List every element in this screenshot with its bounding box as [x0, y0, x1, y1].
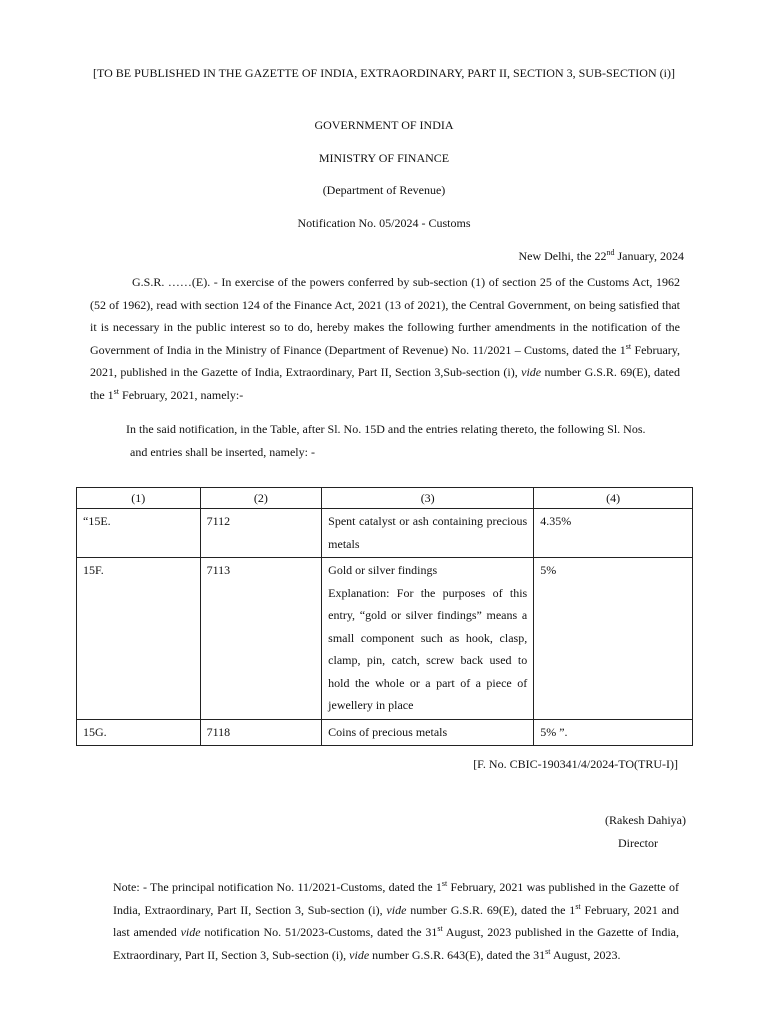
- column-header-3: (3): [322, 488, 534, 509]
- heading-cell: 7112: [200, 509, 322, 558]
- table-row: [77, 558, 693, 720]
- heading-cell: 7118: [200, 719, 322, 746]
- column-header-4: (4): [534, 488, 693, 509]
- amendment-line-2: and entries shall be inserted, namely: -: [130, 444, 315, 459]
- serial-number-cell: “15E.: [77, 509, 201, 558]
- signatory-name: (Rakesh Dahiya): [605, 813, 686, 827]
- amendment-paragraph: [126, 418, 678, 463]
- amendment-table: [76, 487, 693, 746]
- column-header-1: (1): [77, 488, 201, 509]
- rate-cell: 5%: [534, 558, 693, 720]
- government-title: GOVERNMENT OF INDIA: [314, 118, 454, 132]
- rate-cell: 4.35%: [534, 509, 693, 558]
- table-row: [77, 509, 693, 558]
- serial-number-cell: 15F.: [77, 558, 201, 720]
- description-text: Gold or silver findings: [328, 563, 438, 577]
- heading-cell: 7113: [200, 558, 322, 720]
- department-title: (Department of Revenue): [322, 183, 446, 197]
- preamble-paragraph: G.S.R. ……(E). - In exercise of the powers conferred by sub-section (1) of section 25 of the Customs Act, 1962 (52 of 1962), read with section 124 of the Finance Act, 2021 (13 of 2021), the Central Government, on being satisfied that it is necessary in the public interest so to do, hereby makes the following further amendments in the notification of the Government of India in the Ministry of Finance (Department of Revenue) No. 11/2021 – Customs, dated the 1st February, 2021, published in the Gazette of India, Extraordinary, Part II, Section 3,Sub-section (i), vide number G.S.R. 69(E), dated the 1st February, 2021, namely:-: [90, 275, 680, 402]
- explanation-text: Explanation: For the purposes of this entry, “gold or silver findings” means a small component such as hook, clasp, clamp, pin, catch, screw back used to hold the whole or a part of a piece of jewellery in place: [328, 585, 528, 712]
- serial-number-cell: 15G.: [77, 719, 201, 746]
- note-paragraph: Note: - The principal notification No. 11/2021-Customs, dated the 1st February, 2021 was published in the Gazette of India, Extraordinary, Part II, Section 3, Sub-section (i), vide number G.S.R. 69(E), dated the 1st February, 2021 and last amended vide notification No. 51/2023-Customs, dated the 31st August, 2023 published in the Gazette of India, Extraordinary, Part II, Section 3, Sub-section (i), vide number G.S.R. 643(E), dated the 31st August, 2023.: [113, 879, 679, 962]
- description-cell: [322, 558, 534, 720]
- ministry-title: MINISTRY OF FINANCE: [318, 151, 450, 165]
- table-header-row: [77, 488, 693, 509]
- amendment-line-1: In the said notification, in the Table, after Sl. No. 15D and the entries relating thereto, the following Sl. Nos.: [126, 422, 646, 436]
- notification-number: Notification No. 05/2024 - Customs: [297, 216, 471, 230]
- publication-header: [TO BE PUBLISHED IN THE GAZETTE OF INDIA, EXTRAORDINARY, PART II, SECTION 3, SUB-SECTION (i)]: [93, 66, 675, 80]
- column-header-2: (2): [200, 488, 322, 509]
- signatory-designation: Director: [618, 836, 658, 850]
- rate-cell: 5% ”.: [534, 719, 693, 746]
- notification-date: New Delhi, the 22nd January, 2024: [518, 248, 684, 263]
- description-cell: Coins of precious metals: [322, 719, 534, 746]
- description-cell: Spent catalyst or ash containing precious metals: [322, 509, 534, 558]
- file-number: [F. No. CBIC-190341/4/2024-TO(TRU-I)]: [473, 757, 678, 771]
- table-row: [77, 719, 693, 746]
